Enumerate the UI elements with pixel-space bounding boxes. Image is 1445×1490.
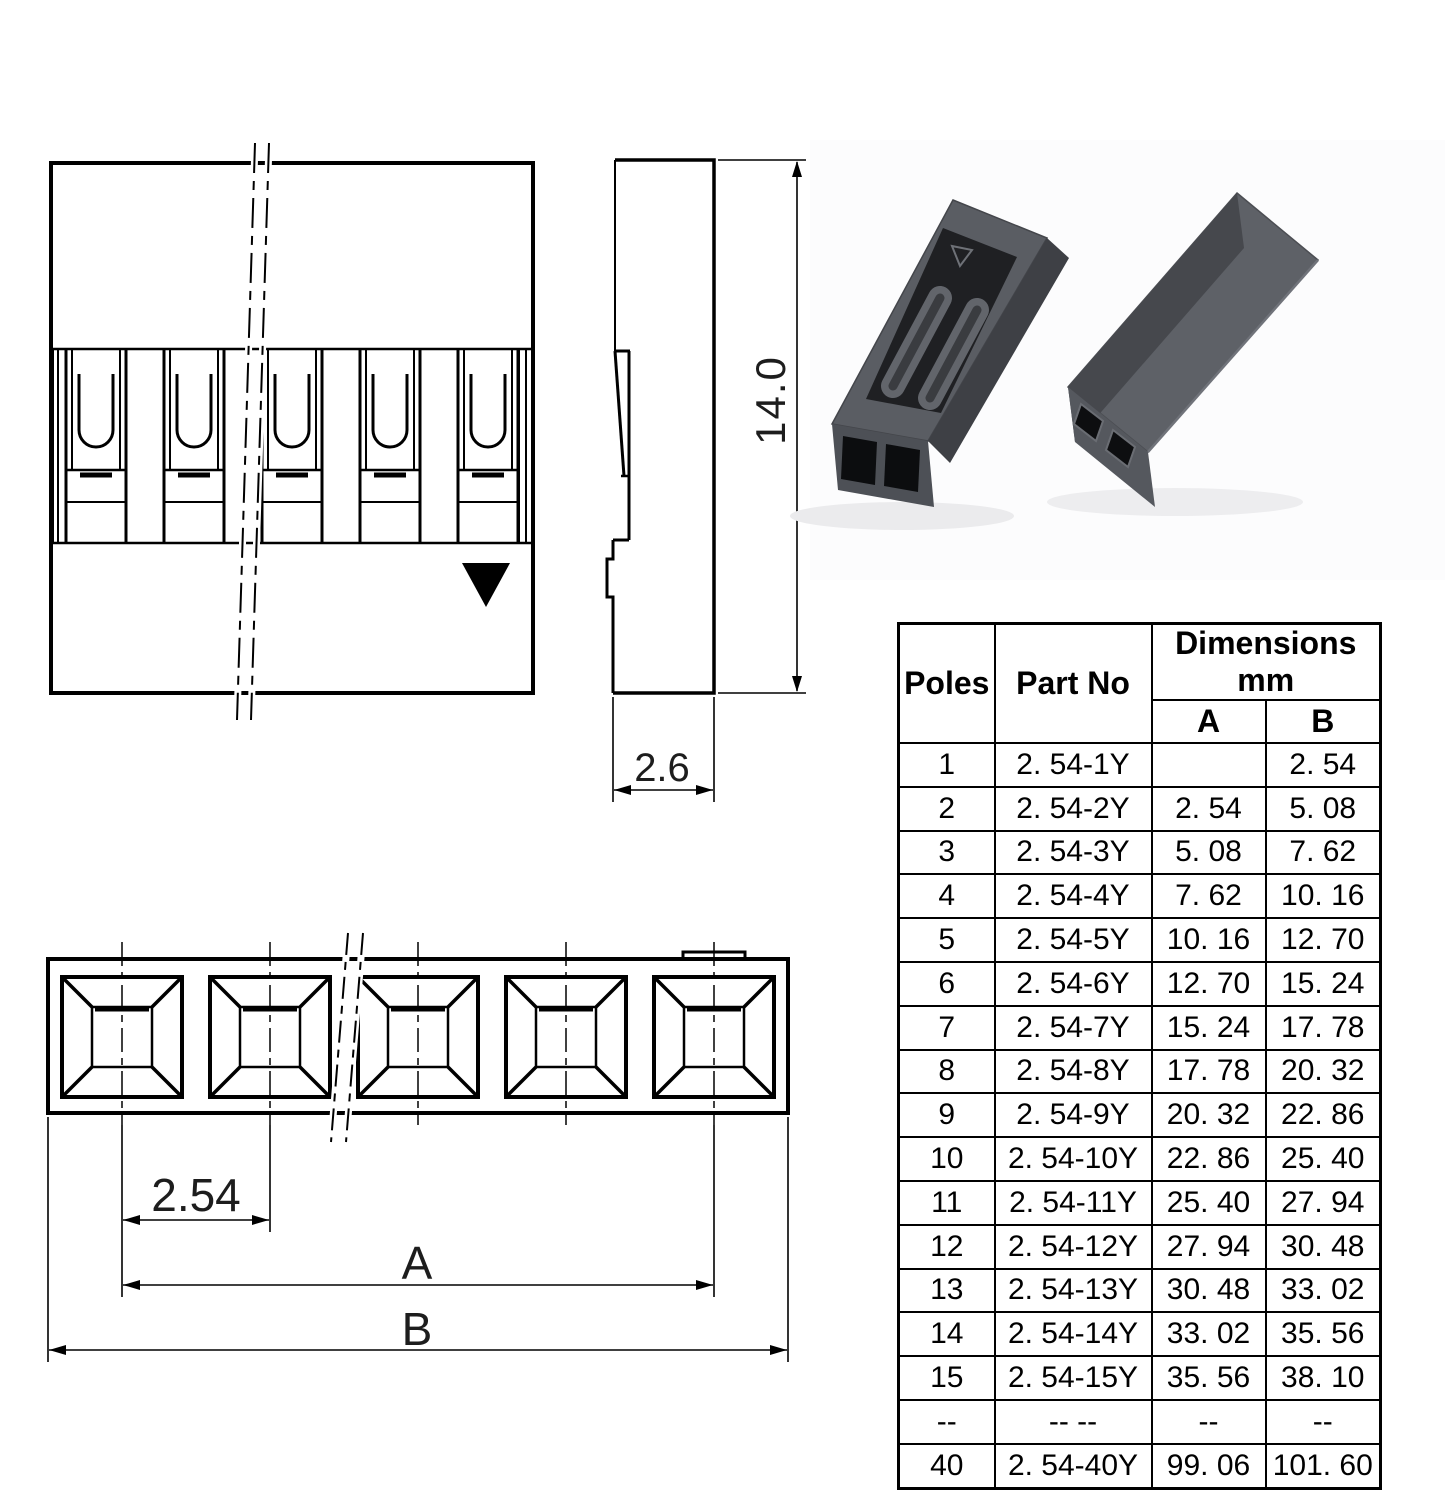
poles-cell: 15 [899, 1356, 995, 1400]
part-no-cell: 2. 54-8Y [995, 1050, 1152, 1094]
front-outline [51, 163, 533, 693]
table-row [899, 1312, 1381, 1356]
table-row [899, 874, 1381, 918]
dim-b-cell: 33. 02 [1266, 1269, 1381, 1313]
dim-b-cell: 2. 54 [1266, 743, 1381, 787]
poles-cell: 6 [899, 962, 995, 1006]
poles-cell: 14 [899, 1312, 995, 1356]
dim-b-cell: 27. 94 [1266, 1181, 1381, 1225]
table-row [899, 962, 1381, 1006]
poles-cell: 5 [899, 918, 995, 962]
poles-cell: 12 [899, 1225, 995, 1269]
part-no-cell: 2. 54-1Y [995, 743, 1152, 787]
dim-a-cell: 10. 16 [1152, 918, 1266, 962]
break-lines [237, 143, 269, 720]
dim-a-cell: 30. 48 [1152, 1269, 1266, 1313]
part-no-cell: 2. 54-11Y [995, 1181, 1152, 1225]
part-no-cell: -- -- [995, 1400, 1152, 1444]
part-no-cell: 2. 54-40Y [995, 1444, 1152, 1488]
side-view-drawing [607, 160, 806, 802]
dim-a-cell: 27. 94 [1152, 1225, 1266, 1269]
dim-a-cell: 22. 86 [1152, 1137, 1266, 1181]
header-dim-b: B [1266, 700, 1381, 743]
dim-b-cell: 10. 16 [1266, 874, 1381, 918]
header-part-no: Part No [995, 624, 1152, 744]
part-no-cell: 2. 54-14Y [995, 1312, 1152, 1356]
header-dimensions: Dimensions mm [1152, 624, 1381, 701]
dim-a-cell: 35. 56 [1152, 1356, 1266, 1400]
table-row [899, 1400, 1381, 1444]
part-no-cell: 2. 54-15Y [995, 1356, 1152, 1400]
dim-a-cell: 25. 40 [1152, 1181, 1266, 1225]
polarity-triangle-marker [462, 563, 510, 607]
table-row [899, 1050, 1381, 1094]
dim-b-cell: -- [1266, 1400, 1381, 1444]
part-no-cell: 2. 54-4Y [995, 874, 1152, 918]
contact-slot [66, 349, 126, 543]
poles-cell: 10 [899, 1137, 995, 1181]
poles-cell: 40 [899, 1444, 995, 1488]
bottom-view-drawing [48, 933, 788, 1362]
dimension-b-label: B [401, 1303, 433, 1355]
poles-cell: 2 [899, 787, 995, 831]
dim-a-cell: 2. 54 [1152, 787, 1266, 831]
dim-a-cell: 20. 32 [1152, 1093, 1266, 1137]
dim-b-cell: 15. 24 [1266, 962, 1381, 1006]
poles-cell: 1 [899, 743, 995, 787]
table-row [899, 1137, 1381, 1181]
front-view-drawing [51, 143, 533, 720]
poles-cell: 4 [899, 874, 995, 918]
table-row [899, 743, 1381, 787]
table-row [899, 1093, 1381, 1137]
header-poles: Poles [899, 624, 995, 744]
part-no-cell: 2. 54-10Y [995, 1137, 1152, 1181]
dim-b-cell: 30. 48 [1266, 1225, 1381, 1269]
dim-a-cell [1152, 743, 1266, 787]
poles-cell: 8 [899, 1050, 995, 1094]
dim-b-cell: 12. 70 [1266, 918, 1381, 962]
table-row [899, 1444, 1381, 1488]
dim-b-cell: 25. 40 [1266, 1137, 1381, 1181]
poles-cell: 13 [899, 1269, 995, 1313]
table-row [899, 1006, 1381, 1050]
contact-slot [458, 349, 518, 543]
cavity [506, 942, 626, 1125]
table-header [899, 624, 1381, 744]
table-row [899, 787, 1381, 831]
dim-b-cell: 20. 32 [1266, 1050, 1381, 1094]
dim-a-cell: -- [1152, 1400, 1266, 1444]
cavity [654, 942, 774, 1125]
header-dim-a: A [1152, 700, 1266, 743]
poles-cell: 11 [899, 1181, 995, 1225]
part-no-cell: 2. 54-13Y [995, 1269, 1152, 1313]
contact-slot [164, 349, 224, 543]
dim-a-cell: 33. 02 [1152, 1312, 1266, 1356]
dim-a-cell: 15. 24 [1152, 1006, 1266, 1050]
cavity [210, 942, 330, 1125]
table-row [899, 1269, 1381, 1313]
poles-cell: 3 [899, 831, 995, 875]
part-no-cell: 2. 54-9Y [995, 1093, 1152, 1137]
dim-a-cell: 17. 78 [1152, 1050, 1266, 1094]
poles-cell: -- [899, 1400, 995, 1444]
dim-b-cell: 22. 86 [1266, 1093, 1381, 1137]
thickness-dimension-label: 2.6 [634, 746, 690, 790]
table-row [899, 1181, 1381, 1225]
dimension-a-label: A [401, 1237, 433, 1289]
dim-b-cell: 35. 56 [1266, 1312, 1381, 1356]
part-no-cell: 2. 54-2Y [995, 787, 1152, 831]
pitch-dimension-label: 2.54 [151, 1169, 241, 1221]
dim-a-cell: 12. 70 [1152, 962, 1266, 1006]
contact-slot [360, 349, 420, 543]
contact-slot [262, 349, 322, 543]
table-row [899, 831, 1381, 875]
table-body [899, 743, 1381, 1488]
cavity [62, 942, 182, 1125]
dim-a-cell: 5. 08 [1152, 831, 1266, 875]
dimensions-table [897, 622, 1382, 1490]
dim-b-cell: 17. 78 [1266, 1006, 1381, 1050]
poles-cell: 9 [899, 1093, 995, 1137]
cavity [358, 942, 478, 1125]
dim-b-cell: 38. 10 [1266, 1356, 1381, 1400]
latch-profile [607, 351, 630, 693]
part-no-cell: 2. 54-7Y [995, 1006, 1152, 1050]
table-row [899, 1225, 1381, 1269]
dim-b-cell: 101. 60 [1266, 1444, 1381, 1488]
poles-cell: 7 [899, 1006, 995, 1050]
dim-a-cell: 7. 62 [1152, 874, 1266, 918]
dim-b-cell: 5. 08 [1266, 787, 1381, 831]
part-no-cell: 2. 54-3Y [995, 831, 1152, 875]
part-no-cell: 2. 54-5Y [995, 918, 1152, 962]
dim-b-cell: 7. 62 [1266, 831, 1381, 875]
dim-a-cell: 99. 06 [1152, 1444, 1266, 1488]
table-row [899, 918, 1381, 962]
part-no-cell: 2. 54-6Y [995, 962, 1152, 1006]
part-no-cell: 2. 54-12Y [995, 1225, 1152, 1269]
product-photo [790, 140, 1445, 580]
height-dimension-label: 14.0 [747, 355, 794, 445]
table-row [899, 1356, 1381, 1400]
